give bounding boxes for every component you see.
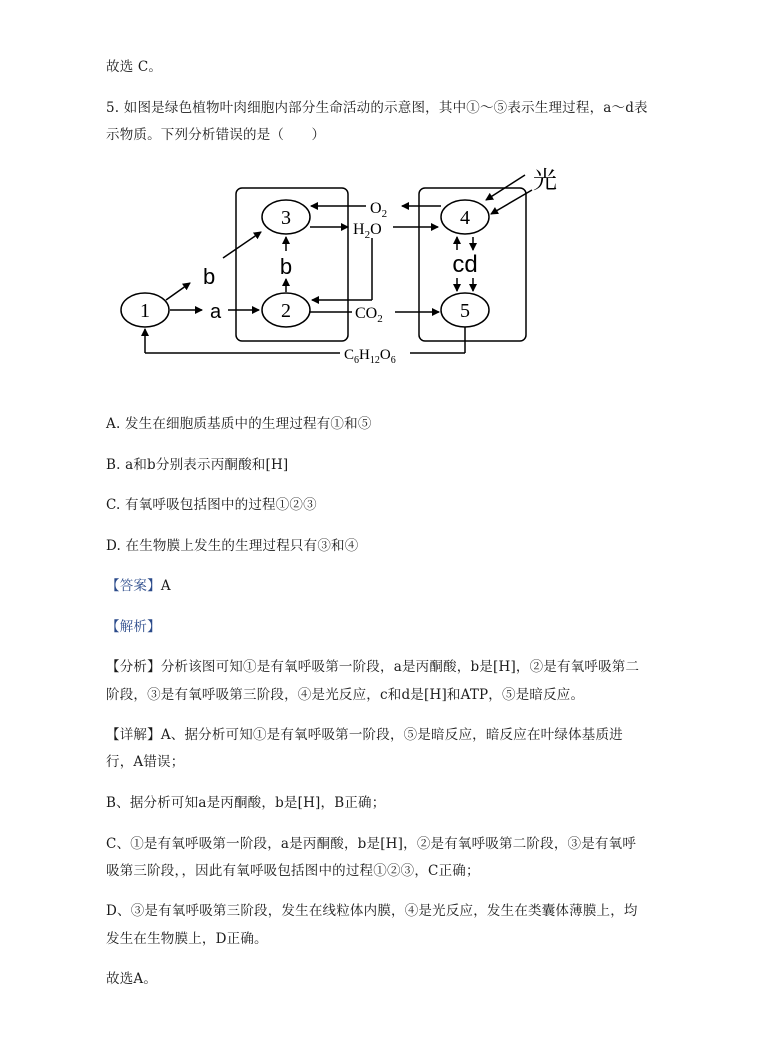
svg-text:3: 3 [281, 207, 291, 229]
label-cd: cd [452, 251, 478, 278]
light-label: 光 [533, 168, 557, 194]
detail-b: B、据分析可知a是丙酮酸，b是[H]，B正确； [106, 795, 386, 811]
svg-text:4: 4 [460, 207, 470, 229]
fenxi-line-1: 【分析】分析该图可知①是有氧呼吸第一阶段，a是丙酮酸，b是[H]，②是有氧呼吸第二 [106, 659, 640, 675]
o2-label: $O_2$ [370, 200, 388, 220]
conclusion: 故选A。 [106, 971, 158, 987]
node-3 [262, 200, 310, 234]
node-4 [441, 200, 489, 234]
glucose-label: $C_6H_{12}O_6$ [344, 347, 396, 366]
answer-tag: 【答案】 [106, 578, 161, 594]
analysis-header: 【解析】 [106, 619, 161, 635]
node-5 [441, 293, 489, 327]
process-diagram [110, 160, 570, 370]
svg-text:2: 2 [281, 300, 291, 322]
detail-d-line-2: 发生在生物膜上，D正确。 [106, 931, 268, 947]
detail-c-line-1: C、①是有氧呼吸第一阶段，a是丙酮酸，b是[H]，②是有氧呼吸第二阶段，③是有氧呼 [106, 836, 637, 852]
xiangjie-line-1: 【详解】A、据分析可知①是有氧呼吸第一阶段，⑤是暗反应，暗反应在叶绿体基质进 [106, 727, 623, 743]
fenxi-line-2: 阶段，③是有氧呼吸第三阶段，④是光反应，c和d是[H]和ATP，⑤是暗反应。 [106, 687, 585, 703]
svg-text:5: 5 [460, 300, 470, 322]
detail-c-line-2: 吸第三阶段，，因此有氧呼吸包括图中的过程①②③，C正确； [106, 863, 480, 879]
label-a: a [210, 301, 222, 323]
node-2 [262, 293, 310, 327]
node-1 [121, 293, 169, 327]
xiangjie-tag: 【详解】 [106, 727, 161, 743]
h2o-label: $H_2O$ [353, 221, 382, 241]
xiangjie-line-2: 行，A错误； [106, 754, 185, 770]
option-c: C. 有氧呼吸包括图中的过程①②③ [106, 497, 317, 513]
question-stem-line-2: 示物质。下列分析错误的是（ ） [106, 127, 326, 143]
detail-d-line-1: D、③是有氧呼吸第三阶段，发生在线粒体内膜，④是光反应，发生在类囊体薄膜上，均 [106, 903, 638, 919]
label-b-left: b [203, 264, 216, 289]
option-b: B. a和b分别表示丙酮酸和[H] [106, 457, 289, 473]
answer-line [106, 577, 171, 595]
previous-conclusion: 故选 C。 [106, 59, 163, 75]
fenxi-tag: 【分析】 [106, 659, 161, 675]
svg-text:1: 1 [140, 300, 150, 322]
co2-label: $CO_2$ [355, 305, 383, 325]
answer-value: A [160, 578, 171, 594]
question-stem-line-1: 5. 如图是绿色植物叶肉细胞内部分生命活动的示意图，其中①～⑤表示生理过程，a～d表 [106, 100, 648, 116]
label-b-mid: b [279, 254, 293, 279]
option-a: A. 发生在细胞质基质中的生理过程有①和⑤ [106, 416, 372, 432]
option-d: D. 在生物膜上发生的生理过程只有③和④ [106, 538, 359, 554]
